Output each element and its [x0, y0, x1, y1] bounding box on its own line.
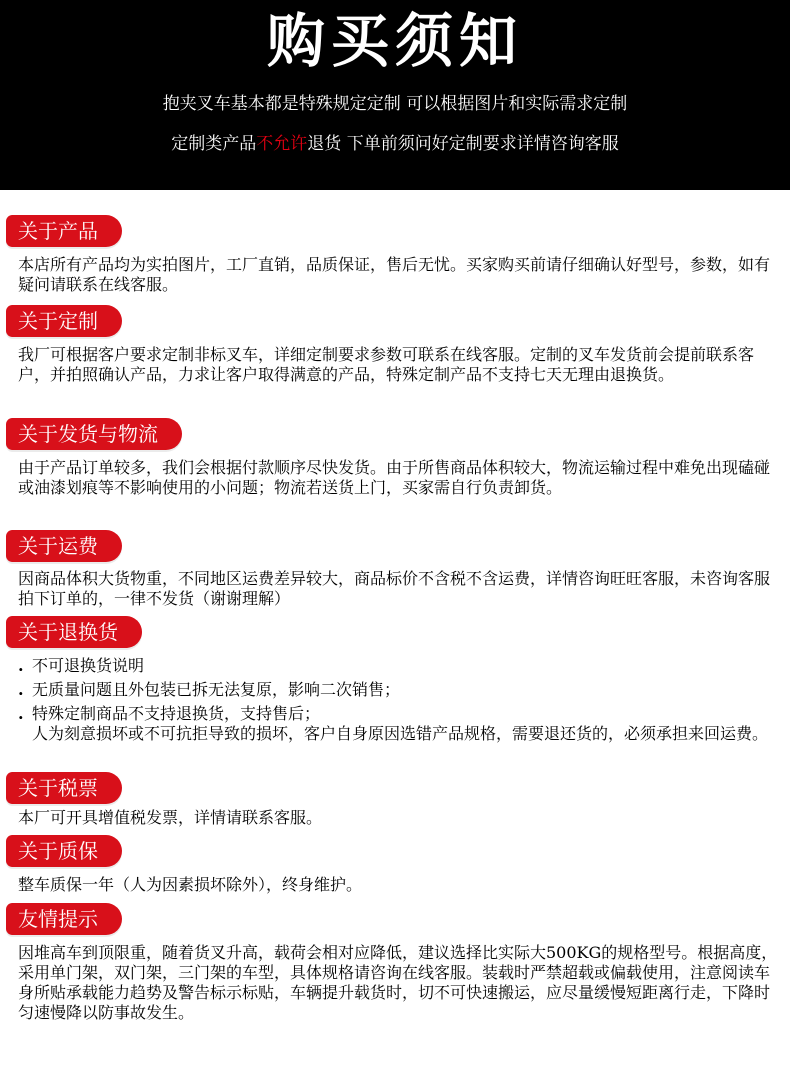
returns-bullet-1: . 不可退换货说明 — [18, 656, 145, 675]
section-heading-custom: 关于定制 — [6, 305, 122, 337]
section-text-custom: 我厂可根据客户要求定制非标叉车，详细定制要求参数可联系在线客服。定制的叉车发货前会提前联系客户，并拍照确认产品，力求让客户取得满意的产品，特殊定制产品不支持七天无理由退换货。 — [18, 345, 755, 384]
banner-line-2 — [0, 132, 790, 156]
banner-line-2-start: 定制类产品 — [171, 134, 257, 154]
section-heading-quality: 关于质保 — [6, 835, 122, 867]
section-heading-shipping: 关于发货与物流 — [6, 418, 182, 450]
page-title: 购买须知 — [266, 7, 523, 75]
section-text-shipping: 由于产品订单较多，我们会根据付款顺序尽快发货。由于所售商品体积较大，物流运输过程中难免出现磕碰或油漆划痕等不影响使用的小问题；物流若送货上门，买家需自行负责卸货。 — [18, 458, 771, 497]
notice-banner — [0, 0, 790, 190]
returns-bullet-3: . 特殊定制商品不支持退换货，支持售后； 人为刻意损坏或不可抗拒导致的损坏，客户自身原因选错产品规格，需要退还货的，必须承担来回运费。 — [18, 704, 769, 743]
banner-line-2-end: 退货 下单前须问好定制要求详情咨询客服 — [307, 134, 619, 154]
section-text-tips: 因堆高车到顶限重，随着货叉升高，载荷会相对应降低，建议选择比实际大500KG的规格型号。根据高度，采用单门架，双门架，三门架的车型，具体规格请咨询在线客服。装载时严禁超载或偏载使用，注意阅读车身所贴承载能力趋势及警告标示标贴，车辆提升载货时，切不可快速搬运，应尽量缓慢短距离行走，下降时匀速慢降以防事故发生。 — [18, 943, 778, 1022]
section-text-returns — [18, 656, 778, 744]
section-heading-freight: 关于运费 — [6, 530, 122, 562]
section-text-freight: 因商品体积大货物重，不同地区运费差异较大，商品标价不含税不含运费，详情咨询旺旺客服，未咨询客服拍下订单的，一律不发货（谢谢理解） — [18, 569, 771, 608]
section-heading-tax: 关于税票 — [6, 772, 122, 804]
section-text-tax: 本厂可开具增值税发票，详情请联系客服。 — [18, 808, 323, 827]
no-return-highlight: 不允许 — [256, 134, 308, 154]
section-heading-product: 关于产品 — [6, 215, 122, 247]
returns-bullet-2: . 无质量问题且外包装已拆无法复原，影响二次销售； — [18, 680, 401, 699]
section-text-product: 本店所有产品均为实拍图片，工厂直销，品质保证，售后无忧。买家购买前请仔细确认好型号，参数，如有疑问请联系在线客服。 — [18, 255, 771, 294]
banner-line-1: 抱夹叉车基本都是特殊规定定制 可以根据图片和实际需求定制 — [162, 94, 628, 114]
section-heading-returns: 关于退换货 — [6, 616, 142, 648]
section-text-quality: 整车质保一年（人为因素损坏除外），终身维护。 — [18, 875, 363, 894]
section-heading-tips: 友情提示 — [6, 903, 122, 935]
